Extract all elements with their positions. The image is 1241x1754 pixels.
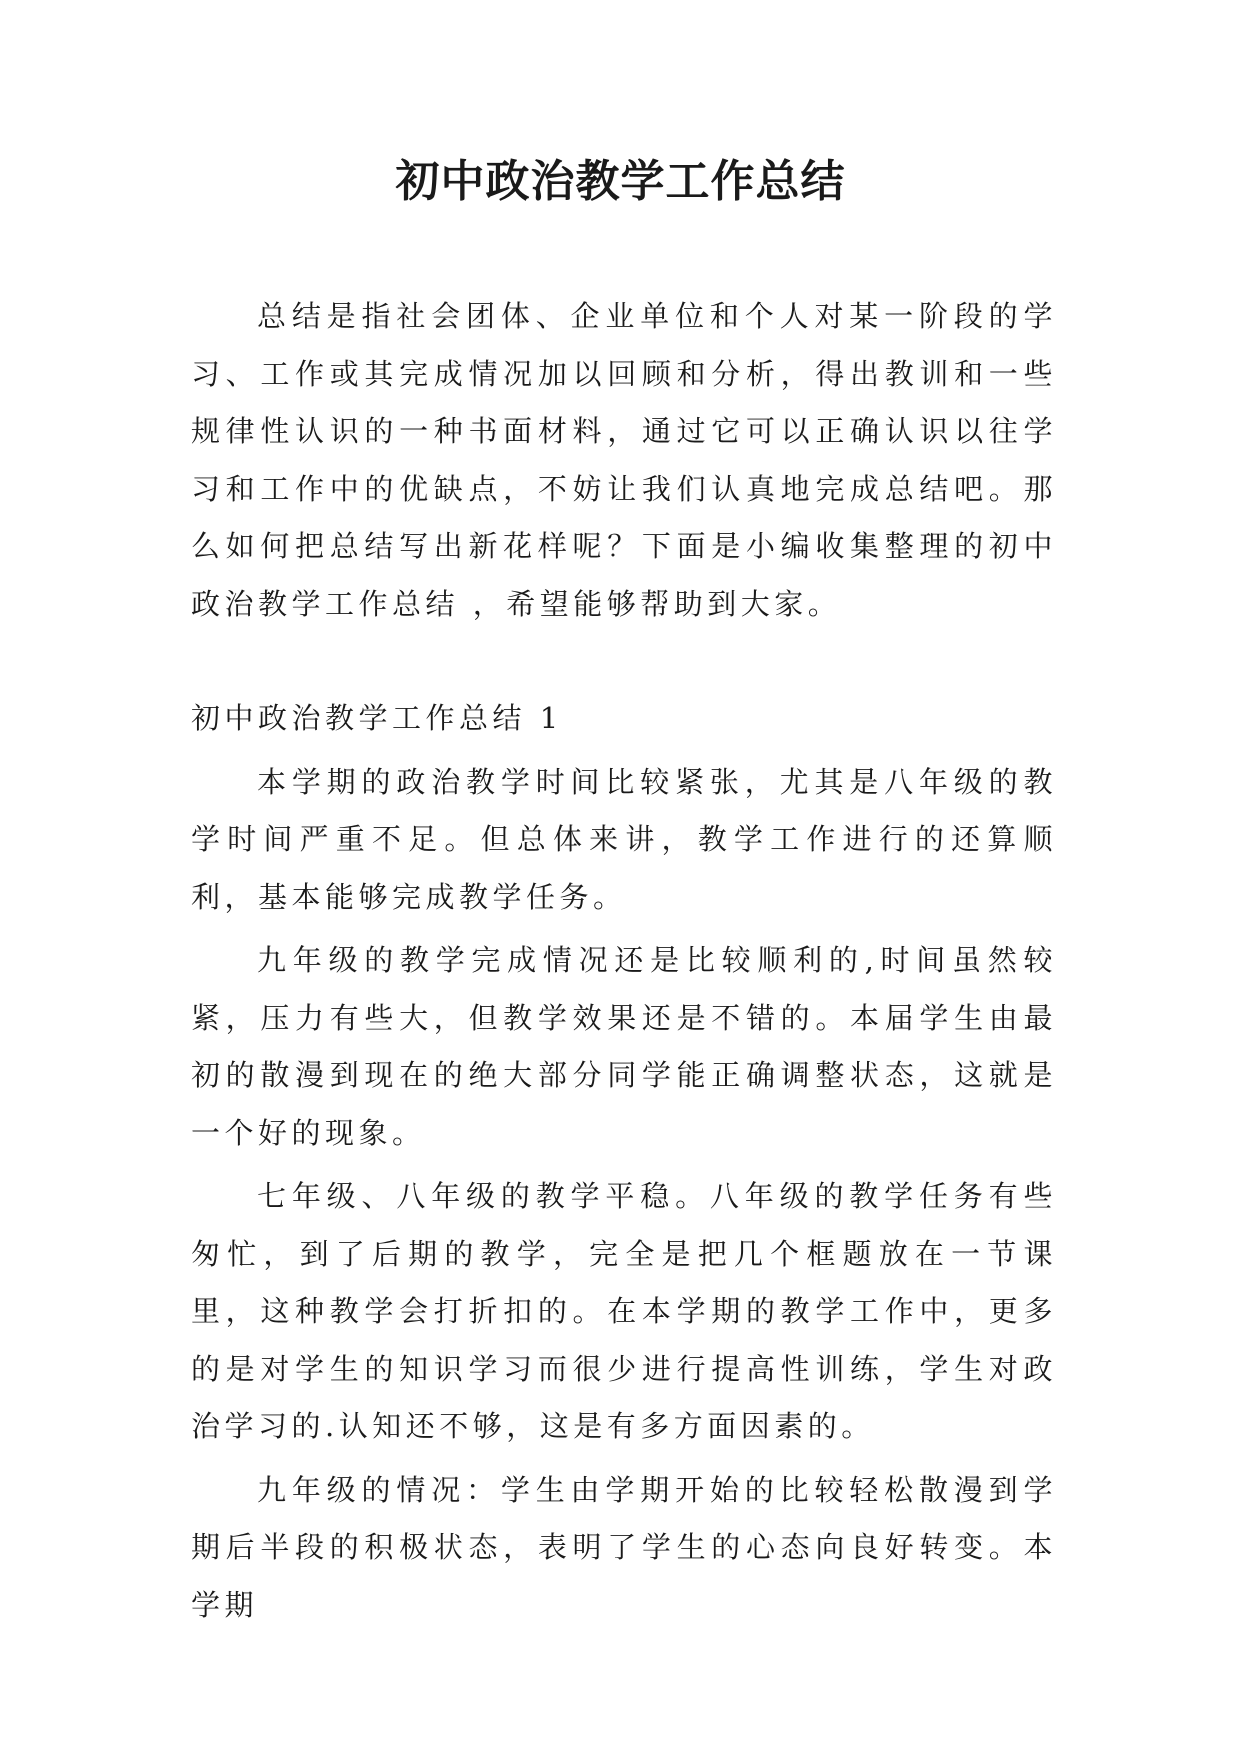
intro-paragraph: 总结是指社会团体、企业单位和个人对某一阶段的学习、工作或其完成情况加以回顾和分析，得出教训和一些规律性认识的一种书面材料，通过它可以正确认识以往学习和工作中的优缺点，不妨让我们认真地完成总结吧。那么如何把总结写出新花样呢？下面是小编收集整理的初中政治教学工作总结 ，希望能够帮助到大家。	[191, 299, 1057, 621]
body-paragraph-1: 本学期的政治教学时间比较紧张，尤其是八年级的教学时间严重不足。但总体来讲，教学工作进行的还算顺利，基本能够完成教学任务。	[191, 764, 1057, 914]
document-body	[191, 288, 1057, 1634]
section-heading: 初中政治教学工作总结 1	[191, 701, 563, 735]
body-paragraph-4: 九年级的情况：学生由学期开始的比较轻松散漫到学期后半段的积极状态，表明了学生的心态向良好转变。本学期	[191, 1472, 1057, 1622]
body-paragraph-3: 七年级、八年级的教学平稳。八年级的教学任务有些匆忙，到了后期的教学，完全是把几个框题放在一节课里，这种教学会打折扣的。在本学期的教学工作中，更多的是对学生的知识学习而很少进行提高性训练，学生对政治学习的.认知还不够，这是有多方面因素的。	[191, 1179, 1057, 1443]
document-title: 初中政治教学工作总结	[395, 156, 846, 207]
body-paragraph-2: 九年级的教学完成情况还是比较顺利的,时间虽然较紧，压力有些大，但教学效果还是不错的。本届学生由最初的散漫到现在的绝大部分同学能正确调整状态，这就是一个好的现象。	[191, 943, 1057, 1150]
